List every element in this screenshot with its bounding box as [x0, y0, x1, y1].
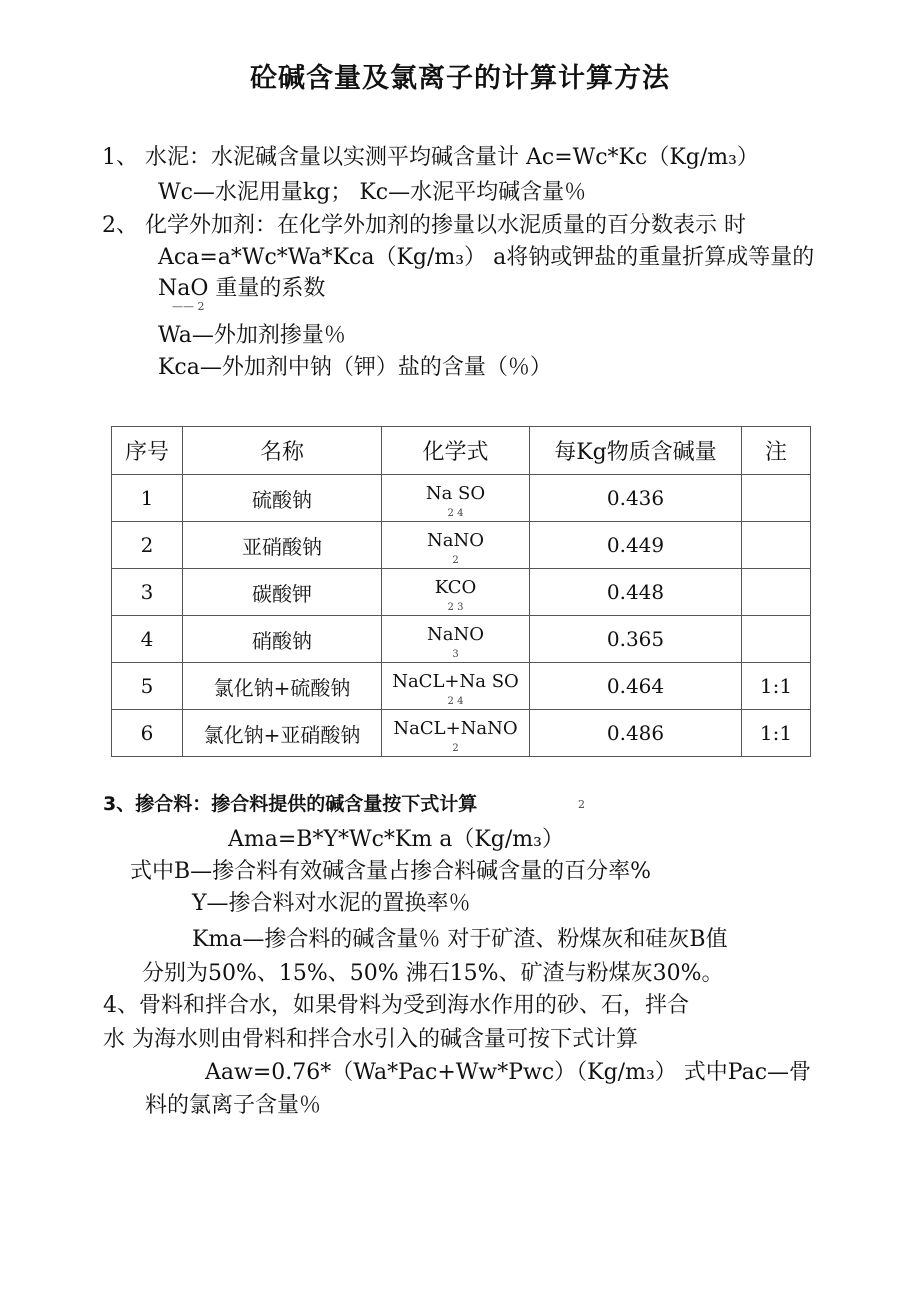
row-value: 0.365 [530, 616, 742, 663]
header-formula: 化学式 [382, 427, 530, 475]
row-value: 0.486 [530, 710, 742, 757]
admixture-dosage-line: Wa—外加剂掺量％ [158, 323, 346, 348]
row-value: 0.464 [530, 663, 742, 710]
table-row [112, 475, 811, 522]
aggregate-chloride-definition: 料的氯离子含量％ [145, 1093, 322, 1118]
row-no: 4 [112, 616, 183, 663]
row-value: 0.448 [530, 569, 742, 616]
admixture-coefficient-line: NaO 重量的系数 [158, 276, 326, 301]
table-row [112, 522, 811, 569]
row-formula: Na SO 2 4 [382, 475, 530, 522]
row-formula: NaNO 3 [382, 616, 530, 663]
formula-subscript: 2 3 [447, 602, 464, 613]
row-name: 硫酸钠 [183, 475, 382, 522]
row-no: 1 [112, 475, 183, 522]
row-no: 6 [112, 710, 183, 757]
row-value: 0.436 [530, 475, 742, 522]
formula-subscript: 2 [452, 555, 459, 566]
row-note: 1:1 [742, 710, 811, 757]
table-row [112, 663, 811, 710]
formula-subscript: 2 [452, 743, 459, 754]
mineral-admixture-kma-definition: Kma—掺合料的碱含量％ 对于矿渣、粉煤灰和硅灰B值 [192, 927, 728, 952]
row-formula: NaCL+NaNO 2 [382, 710, 530, 757]
row-formula: NaNO 2 [382, 522, 530, 569]
table-row [112, 710, 811, 757]
row-no: 5 [112, 663, 183, 710]
mineral-admixture-b-definition: 式中B—掺合料有效碱含量占掺合料碱含量的百分率% [130, 859, 652, 884]
mineral-admixture-intro-line: 3、掺合料：掺合料提供的碱含量按下式计算 [103, 793, 478, 815]
formula-subscript: 3 [452, 649, 459, 660]
aggregate-water-intro-line-2: 水 为海水则由骨料和拌合水引入的碱含量可按下式计算 [103, 1027, 638, 1052]
row-no: 3 [112, 569, 183, 616]
header-name: 名称 [183, 427, 382, 475]
mineral-admixture-b-values: 分别为50%、15%、50% 沸石15%、矿渣与粉煤灰30%。 [142, 961, 724, 986]
cement-formula-line: 1、 水泥：水泥碱含量以实测平均碱含量计 Ac=Wc*Kc（Kg/m₃） [102, 145, 759, 170]
cement-definitions-line: Wc—水泥用量kg； Kc—水泥平均碱含量％ [158, 180, 587, 205]
row-name: 硝酸钠 [183, 616, 382, 663]
table-row [112, 569, 811, 616]
row-name: 碳酸钾 [183, 569, 382, 616]
formula-subscript: 2 4 [447, 508, 464, 519]
row-note: 1:1 [742, 663, 811, 710]
aggregate-water-intro-line: 4、骨料和拌合水，如果骨料为受到海水作用的砂、石，拌合 [103, 993, 689, 1018]
page-title: 砼碱含量及氯离子的计算计算方法 [250, 63, 670, 94]
row-note [742, 522, 811, 569]
admixture-formula-line: Aca=a*Wc*Wa*Kca（Kg/m₃） a将钠或钾盐的重量折算成等量的 [158, 245, 815, 270]
row-note [742, 569, 811, 616]
header-note: 注 [742, 427, 811, 475]
row-name: 亚硝酸钠 [183, 522, 382, 569]
table-row [112, 616, 811, 663]
mineral-admixture-mark: 2 [578, 798, 585, 811]
mineral-admixture-formula-line: Ama=B*Y*Wc*Km a（Kg/m₃） [228, 827, 564, 852]
row-name: 氯化钠+硫酸钠 [183, 663, 382, 710]
admixture-salt-content-line: Kca—外加剂中钠（钾）盐的含量（％） [158, 355, 552, 380]
table-header-row [112, 427, 811, 475]
row-no: 2 [112, 522, 183, 569]
row-name: 氯化钠+亚硝酸钠 [183, 710, 382, 757]
aggregate-water-formula-line: Aaw=0.76*（Wa*Pac+Ww*Pwc）（Kg/m₃） 式中Pac—骨 [205, 1060, 812, 1085]
row-value: 0.449 [530, 522, 742, 569]
row-note [742, 475, 811, 522]
row-formula: NaCL+Na SO 2 4 [382, 663, 530, 710]
alkali-content-table [111, 426, 811, 757]
header-alkali-per-kg: 每Kg物质含碱量 [530, 427, 742, 475]
row-formula: KCO 2 3 [382, 569, 530, 616]
mineral-admixture-y-definition: Y—掺合料对水泥的置换率％ [192, 891, 471, 916]
header-no: 序号 [112, 427, 183, 475]
admixture-subscript-mark: —— 2 [172, 300, 205, 313]
formula-subscript: 2 4 [447, 696, 464, 707]
row-note [742, 616, 811, 663]
admixture-intro-line: 2、 化学外加剂：在化学外加剂的掺量以水泥质量的百分数表示 时 [102, 213, 746, 238]
